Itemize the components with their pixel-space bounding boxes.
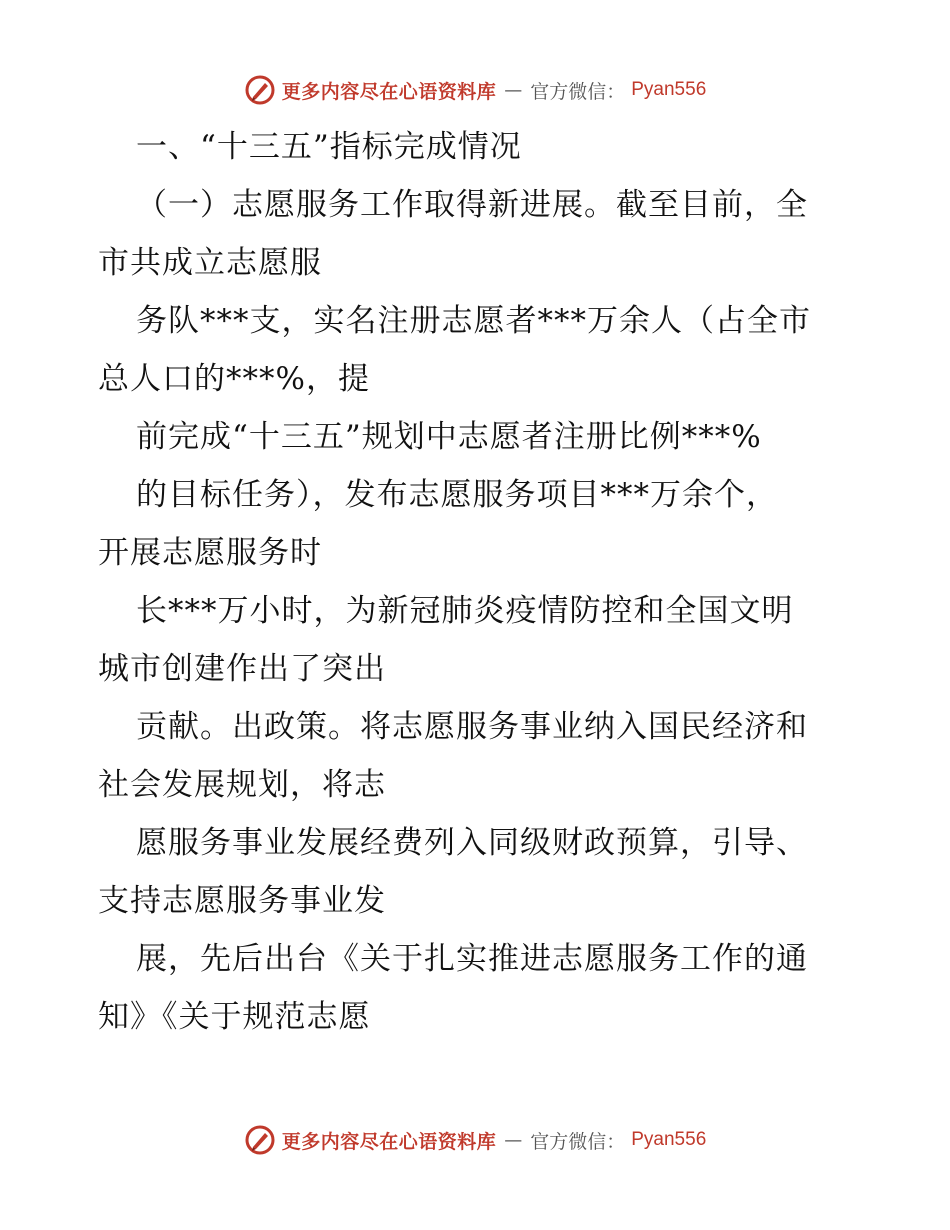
- pen-logo-icon: [244, 1124, 276, 1156]
- text-line: 支持志愿服务事业发: [98, 883, 386, 919]
- text-line: 展，先后出台《关于扎实推进志愿服务工作的通: [136, 941, 808, 977]
- pen-logo-icon: [244, 74, 276, 106]
- text-line: 的目标任务），发布志愿服务项目***万余个，: [136, 477, 778, 513]
- text-line: 城市创建作出了突出: [98, 651, 386, 687]
- text-line: 总人口的***%，提: [98, 361, 370, 397]
- wechat-label: 官方微信：: [530, 1130, 626, 1153]
- text-line: 开展志愿服务时: [98, 535, 322, 571]
- text-line: 市共成立志愿服: [98, 245, 322, 281]
- document-body: [98, 118, 858, 1046]
- wechat-label: 官方微信：: [530, 80, 626, 103]
- text-line: 前完成“十三五”规划中志愿者注册比例***%: [136, 419, 762, 455]
- text-line: 贡献。出政策。将志愿服务事业纳入国民经济和: [136, 709, 808, 745]
- text-line: 愿服务事业发展经费列入同级财政预算，引导、: [136, 825, 808, 861]
- wechat-id: Pyan556: [631, 1129, 707, 1150]
- text-line: 知》《关于规范志愿: [98, 999, 371, 1035]
- text-line: 长***万小时，为新冠肺炎疫情防控和全国文明: [136, 593, 794, 629]
- heading-line: 一、“十三五”指标完成情况: [136, 129, 522, 165]
- text-line: 务队***支，实名注册志愿者***万余人（占全市: [136, 303, 811, 339]
- header-banner: [0, 70, 950, 110]
- text-line: （一）志愿服务工作取得新进展。截至目前，全: [136, 187, 808, 223]
- text-line: 社会发展规划，将志: [98, 767, 386, 803]
- banner-dash: —: [504, 1129, 523, 1151]
- footer-banner: [0, 1120, 950, 1160]
- banner-title: 更多内容尽在心语资料库: [281, 1130, 497, 1153]
- wechat-id: Pyan556: [631, 79, 707, 100]
- banner-title: 更多内容尽在心语资料库: [281, 80, 497, 103]
- banner-dash: —: [504, 79, 523, 101]
